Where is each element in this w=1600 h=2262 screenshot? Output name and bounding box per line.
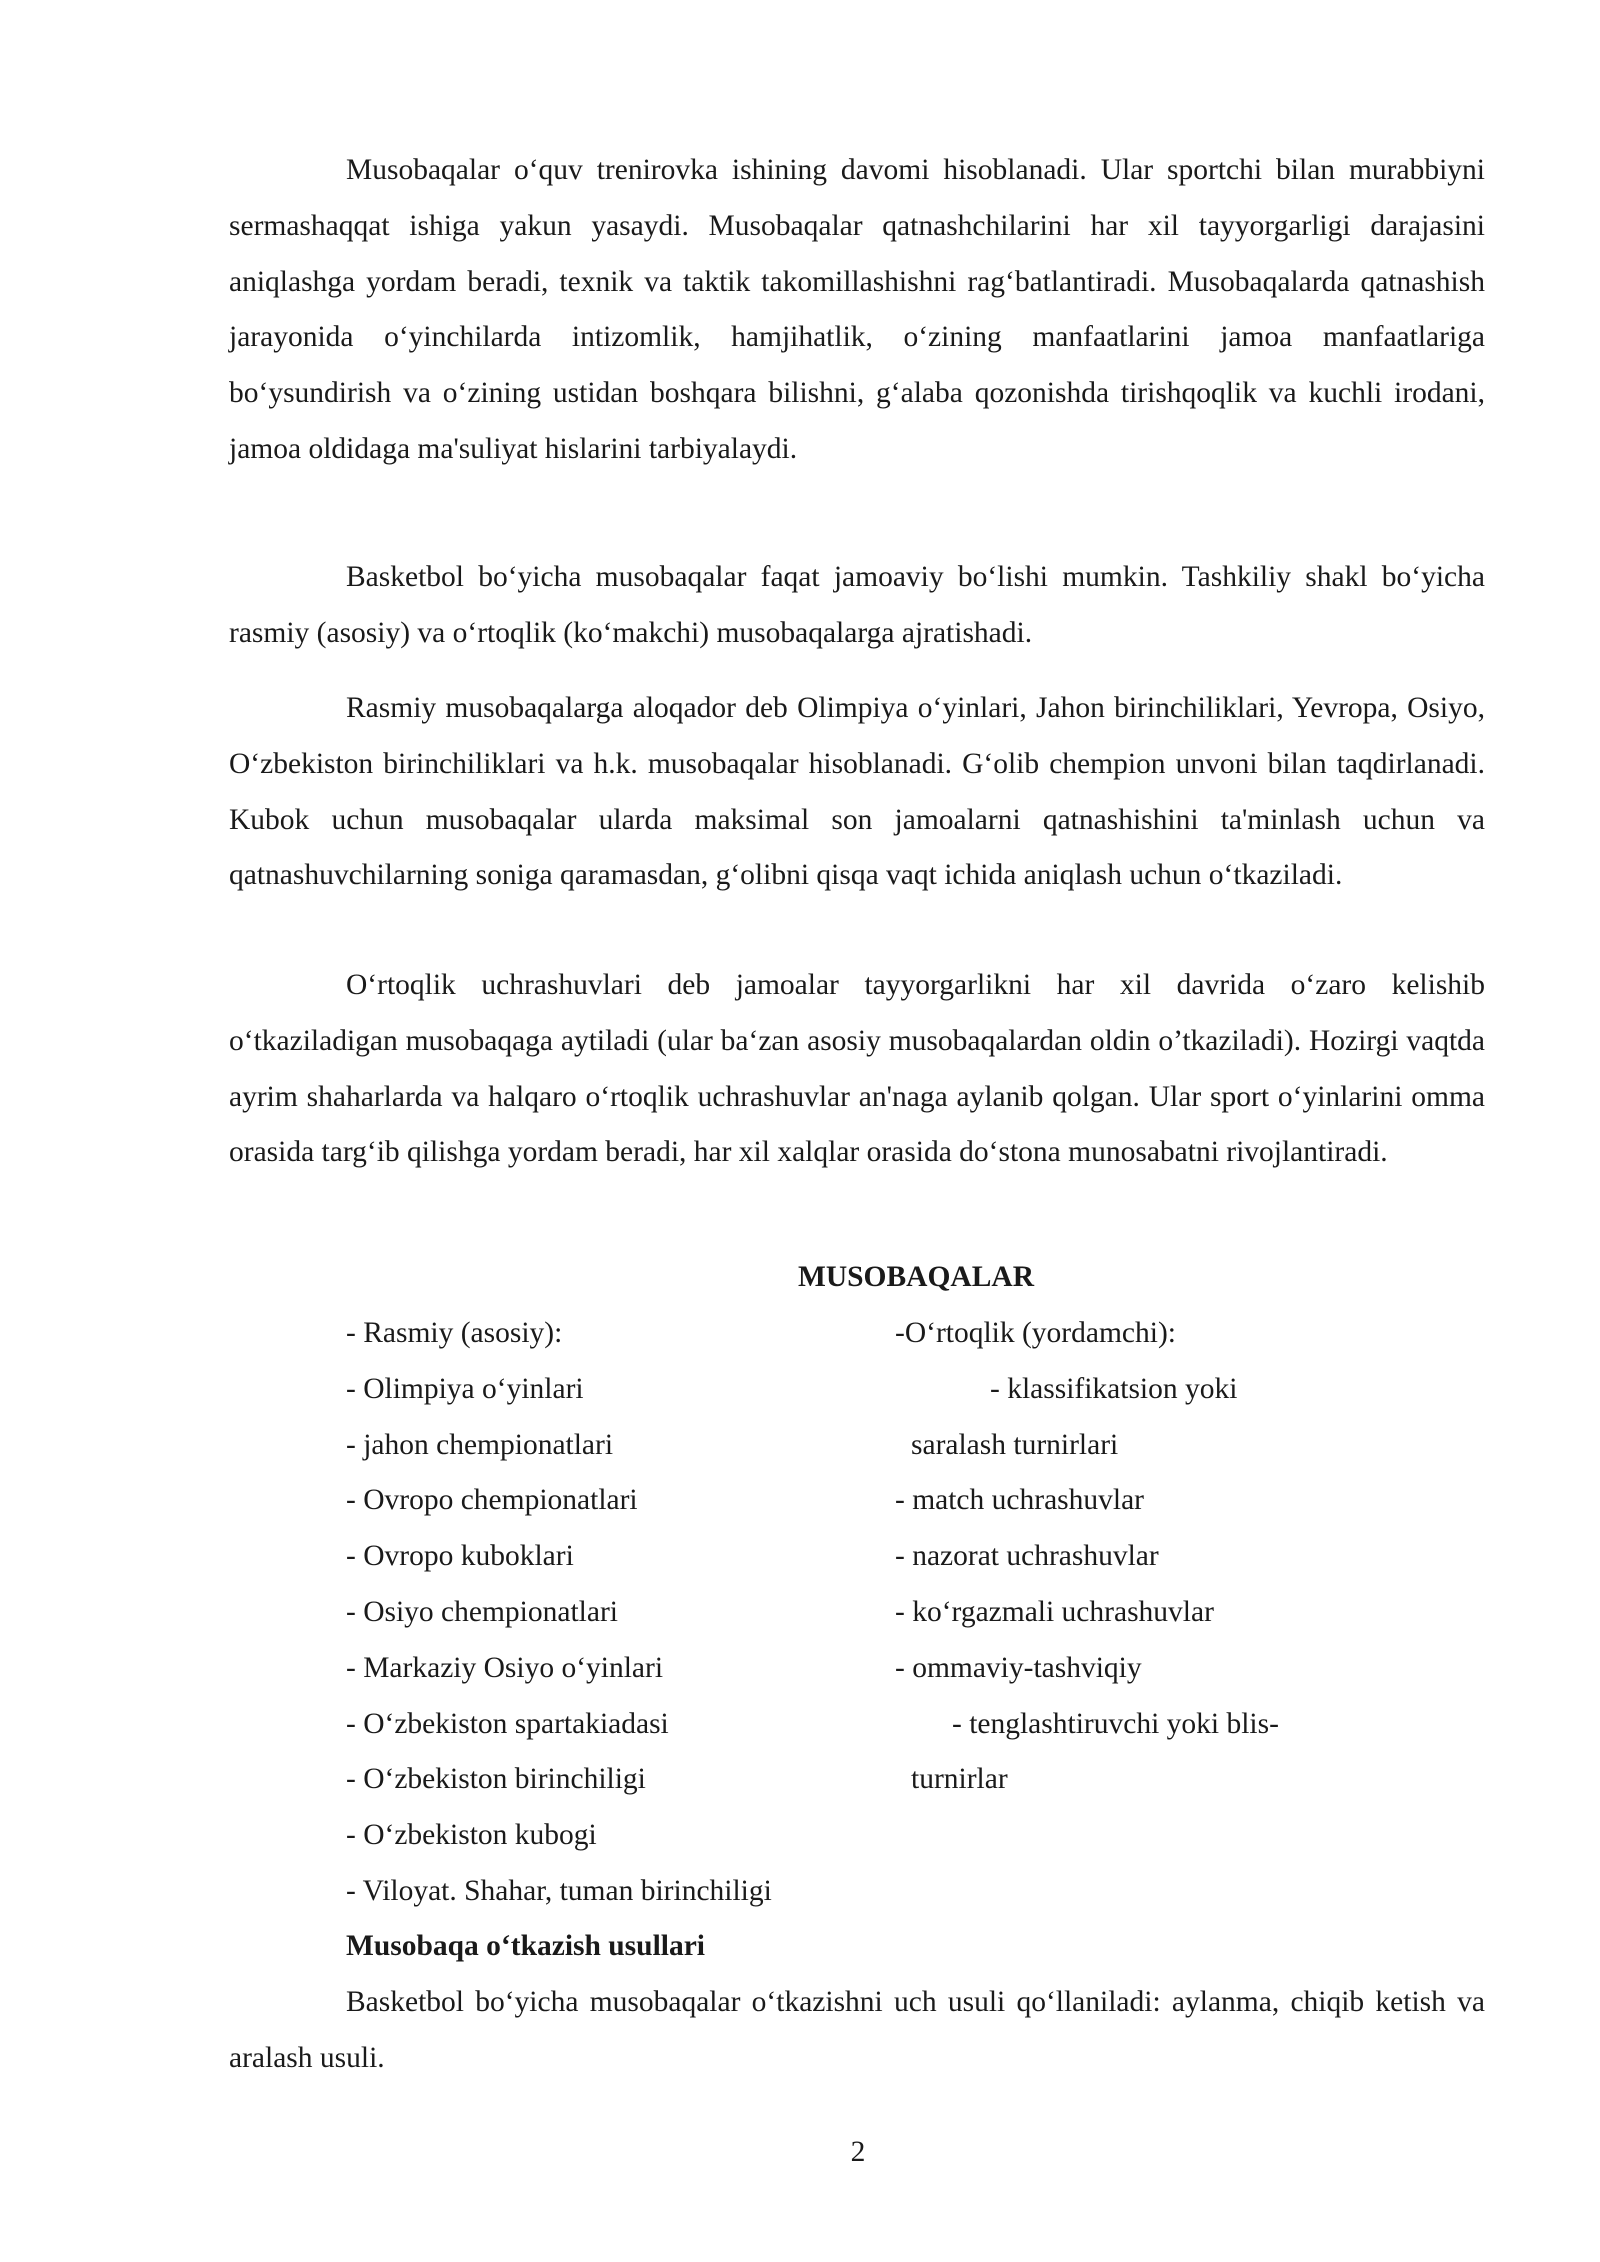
paragraph <box>229 681 1485 904</box>
list-item: - Rasmiy (asosiy): <box>346 1317 563 1349</box>
paragraph <box>229 143 1485 478</box>
list-item: - O‘zbekiston spartakiadasi <box>346 1707 669 1740</box>
list-item: - ko‘rgazmali uchrashuvlar <box>895 1595 1214 1628</box>
paragraph-text: Musobaqalar o‘quv trenirovka ishining davomi hisoblanadi. Ular sportchi bilan murabbiyni sermashaqqat ishiga yakun yasaydi. Musobaqalar qatnashchilarini har xil tayyorgarligi darajasini aniqlashga yordam beradi, texnik va taktik takomillashishni rag‘batlantiradi. Musobaqalarda qatnashish jarayonida o‘yinchilarda intizomlik, hamjihatlik, o‘zining manfaatlarini jamoa manfaatlariga bo‘ysundirish va o‘zining ustidan boshqara bilishni, g‘alaba qozonishda tirishqoqlik va kuchli irodani, jamoa oldidaga ma'suliyat hislarini tarbiyalaydi. <box>229 154 1485 465</box>
subheading: Musobaqa o‘tkazish usullari <box>346 1930 705 1962</box>
section-heading: MUSOBAQALAR <box>797 1261 1034 1293</box>
list-item: saralash turnirlari <box>911 1428 1119 1461</box>
paragraph <box>229 958 1485 1181</box>
list-item: - jahon chempionatlari <box>346 1428 614 1461</box>
paragraph <box>229 1975 1485 2087</box>
paragraph-text: Rasmiy musobaqalarga aloqador deb Olimpiya o‘yinlari, Jahon birinchiliklari, Yevropa, Osiyo, O‘zbekiston birinchiliklari va h.k. musobaqalar hisoblanadi. G‘olib chempion unvoni bilan taqdirlanadi. Kubok uchun musobaqalar ularda maksimal son jamoalarni qatnashishini ta'minlash uchun va qatnashuvchilarning soniga qaramasdan, g‘olibni qisqa vaqt ichida aniqlash uchun o‘tkaziladi. <box>229 692 1485 892</box>
official-competitions-list <box>346 1306 772 1920</box>
list-item: turnirlar <box>911 1763 1008 1796</box>
list-item: - Osiyo chempionatlari <box>346 1595 618 1628</box>
list-item: - O‘zbekiston kubogi <box>346 1819 597 1852</box>
list-item: - Viloyat. Shahar, tuman birinchiligi <box>346 1874 772 1907</box>
list-item: -O‘rtoqlik (yordamchi): <box>895 1317 1176 1349</box>
list-item: - Olimpiya o‘yinlari <box>346 1372 584 1405</box>
list-item: - Markaziy Osiyo o‘yinlari <box>346 1651 664 1684</box>
paragraph-text: Basketbol bo‘yicha musobaqalar o‘tkazishni uch usuli qo‘llaniladi: aylanma, chiqib ketish va aralash usuli. <box>229 1986 1485 2074</box>
list-item: - O‘zbekiston birinchiligi <box>346 1763 646 1796</box>
list-item: - Ovropo kuboklari <box>346 1540 574 1573</box>
page-number: 2 <box>850 2136 866 2168</box>
paragraph-text: O‘rtoqlik uchrashuvlari deb jamoalar tayyorgarlikni har xil davrida o‘zaro kelishib o‘tkaziladigan musobaqaga aytiladi (ular ba‘zan asosiy musobaqalardan oldin o’tkaziladi). Hozirgi vaqtda ayrim shaharlarda va halqaro o‘rtoqlik uchrashuvlar an'naga aylanib qolgan. Ular sport o‘yinlarini omma orasida targ‘ib qilishga yordam beradi, har xil xalqlar orasida do‘stona munosabatni rivojlantiradi. <box>229 969 1485 1169</box>
list-item: - match uchrashuvlar <box>895 1484 1145 1517</box>
friendly-competitions-list <box>895 1306 1279 1808</box>
paragraph <box>229 550 1485 662</box>
list-item: - Ovropo chempionatlari <box>346 1484 638 1517</box>
list-item: - klassifikatsion yoki <box>990 1372 1238 1405</box>
list-item: - ommaviy-tashviqiy <box>895 1651 1142 1684</box>
paragraph-text: Basketbol bo‘yicha musobaqalar faqat jamoaviy bo‘lishi mumkin. Tashkiliy shakl bo‘yicha rasmiy (asosiy) va o‘rtoqlik (ko‘makchi) musobaqalarga ajratishadi. <box>229 561 1485 649</box>
list-item: - tenglashtiruvchi yoki blis- <box>952 1707 1279 1740</box>
list-item: - nazorat uchrashuvlar <box>895 1540 1159 1573</box>
